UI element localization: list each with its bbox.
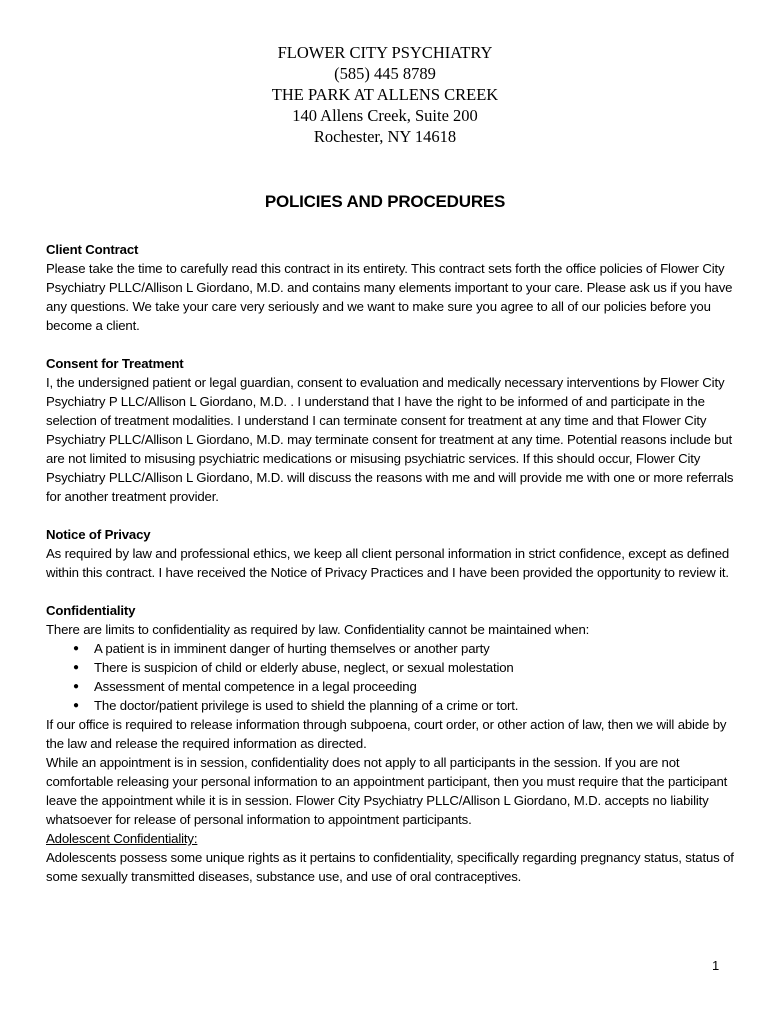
- confidentiality-heading: Confidentiality: [46, 603, 136, 618]
- privacy-text: As required by law and professional ethics, we keep all client personal information in strict confidence, except as defined within this contract. I have received the Notice of Privacy Practices and I have been provided the opportunity to review it.: [46, 546, 730, 580]
- page-number: 1: [712, 958, 720, 973]
- consent-section: [46, 354, 736, 506]
- list-item: ● Assessment of mental competence in a legal proceeding: [94, 677, 736, 696]
- legal-release-text: If our office is required to release information through subpoena, court order, or other action of law, then we will abide by the law and release the required information as directed.: [46, 717, 727, 751]
- practice-phone: (585) 445 8789: [334, 64, 436, 83]
- practice-city: Rochester, NY 14618: [313, 127, 457, 146]
- page-title: POLICIES AND PROCEDURES: [264, 192, 506, 211]
- privacy-section: [46, 525, 736, 582]
- confidentiality-section: [46, 601, 736, 886]
- practice-header: [0, 42, 770, 147]
- confidentiality-intro: There are limits to confidentiality as required by law. Confidentiality cannot be maintained when:: [46, 622, 590, 637]
- client-contract-section: [46, 240, 736, 335]
- client-contract-text: Please take the time to carefully read this contract in its entirety. This contract sets forth the office policies of Flower City Psychiatry PLLC/Allison L Giordano, M.D. and contains many elements important to your care. Please ask us if you have any questions. We take your care very seriously and we want to make sure you agree to all of our policies before you become a client.: [46, 261, 733, 333]
- list-item: ● A patient is in imminent danger of hurting themselves or another party: [94, 639, 736, 658]
- consent-text: I, the undersigned patient or legal guardian, consent to evaluation and medically necessary interventions by Flower City Psychiatry P LLC/Allison L Giordano, M.D. . I understand that I have the right to be informed of and participate in the selection of treatment modalities. I understand I can terminate consent for treatment at any time and that Flower City Psychiatry PLLC/Allison L Giordano, M.D. may terminate consent for treatment at any time. Potential reasons include but are not limited to misusing psychiatric medications or misusing psychiatric services. If this should occur, Flower City Psychiatry PLLC/Allison L Giordano, M.D. will discuss the reasons with me and will provide me with one or more referrals for another treatment provider.: [46, 375, 734, 504]
- list-item: ● There is suspicion of child or elderly abuse, neglect, or sexual molestation: [94, 658, 736, 677]
- consent-heading: Consent for Treatment: [46, 356, 184, 371]
- list-item: ● The doctor/patient privilege is used to shield the planning of a crime or tort.: [94, 696, 736, 715]
- client-contract-heading: Client Contract: [46, 242, 139, 257]
- adolescent-confidentiality-text: Adolescents possess some unique rights as it pertains to confidentiality, specifically regarding pregnancy status, status of some sexually transmitted diseases, substance use, and use of oral contraceptives.: [46, 850, 734, 884]
- privacy-heading: Notice of Privacy: [46, 527, 151, 542]
- practice-street: 140 Allens Creek, Suite 200: [292, 106, 478, 125]
- practice-location: THE PARK AT ALLENS CREEK: [271, 85, 499, 104]
- session-participants-text: While an appointment is in session, confidentiality does not apply to all participants in the session. If you are not comfortable releasing your personal information to an appointment participant, then you must require that the participant leave the appointment while it is in session. Flower City Psychiatry PLLC/Allison L Giordano, M.D. accepts no liability whatsoever for release of personal information to appointment participants.: [46, 755, 728, 827]
- adolescent-confidentiality-heading: Adolescent Confidentiality:: [46, 831, 198, 846]
- practice-name: FLOWER CITY PSYCHIATRY: [277, 43, 493, 62]
- confidentiality-limits-list: [46, 639, 736, 715]
- document-body: [46, 240, 736, 905]
